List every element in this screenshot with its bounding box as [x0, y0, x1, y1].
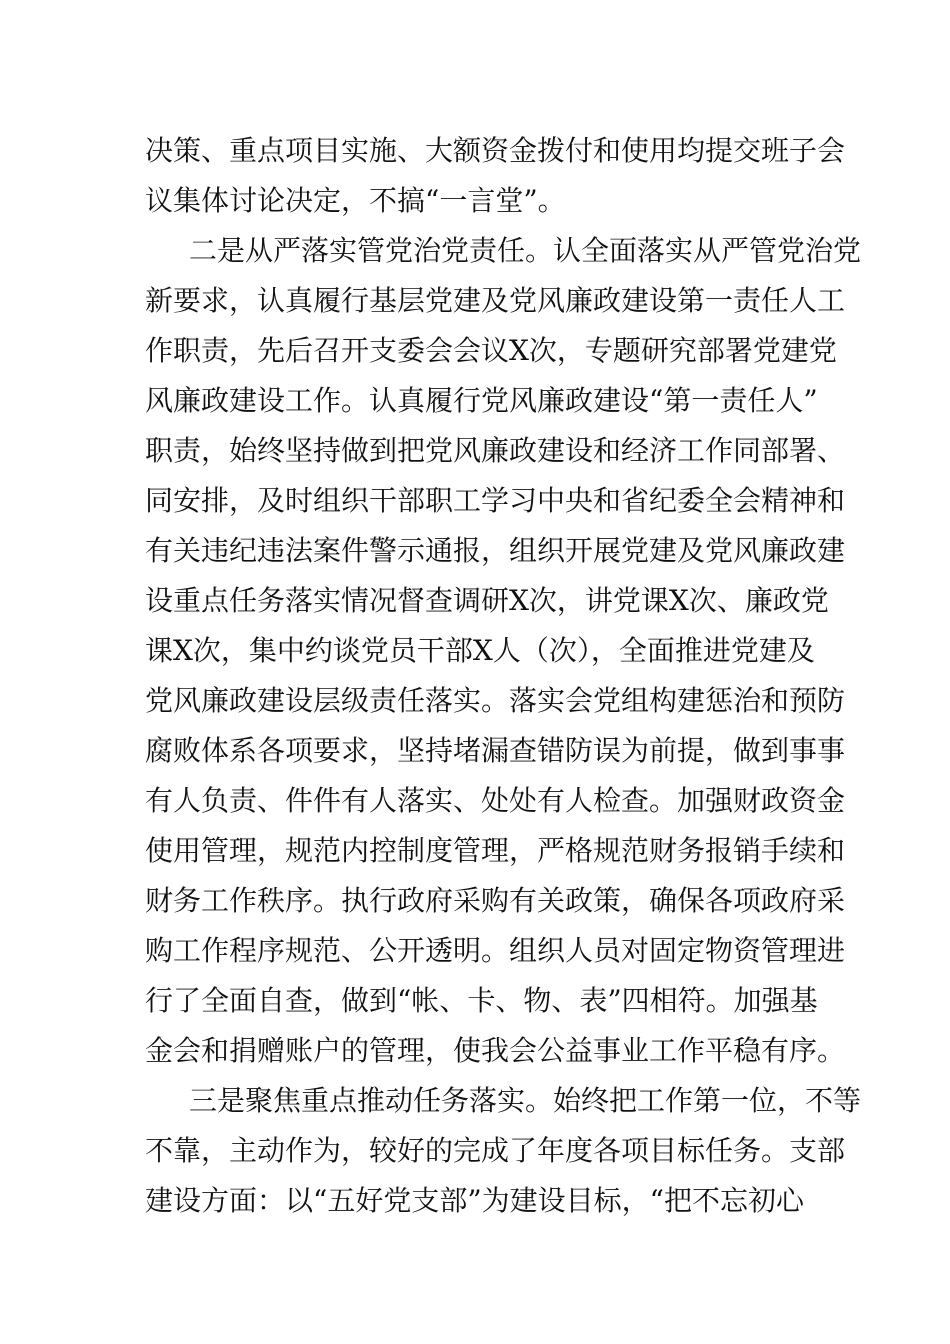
text-line: 腐败体系各项要求，坚持堵漏查错防误为前提，做到事事: [145, 734, 846, 767]
text-line: 设重点任务落实情况督查调研X次，讲党课X次、廉政党: [145, 584, 829, 617]
text-line: 同安排，及时组织干部职工学习中央和省纪委全会精神和: [145, 484, 846, 517]
text-line: 议集体讨论决定，不搞“一言堂”。: [145, 184, 566, 217]
text-line: 有人负责、件件有人落实、处处有人检查。加强财政资金: [145, 784, 846, 817]
text-line: 建设方面：以“五好党支部”为建设目标，“把不忘初心: [145, 1184, 804, 1217]
paragraph-2: [145, 226, 862, 1076]
text-line: 职责，始终坚持做到把党风廉政建设和经济工作同部署、: [145, 434, 846, 467]
text-line: 党风廉政建设层级责任落实。落实会党组构建惩治和预防: [145, 684, 846, 717]
text-line: 财务工作秩序。执行政府采购有关政策，确保各项政府采: [145, 884, 846, 917]
text-line: 使用管理，规范内控制度管理，严格规范财务报销手续和: [145, 834, 846, 867]
text-line: 购工作程序规范、公开透明。组织人员对固定物资管理进: [145, 934, 846, 967]
document-body: [145, 126, 862, 1226]
text-line: 行了全面自查，做到“帐、卡、物、表”四相符。加强基: [145, 984, 818, 1017]
text-line: 作职责，先后召开支委会会议X次，专题研究部署党建党: [145, 334, 837, 367]
text-line: 风廉政建设工作。认真履行党风廉政建设“第一责任人”: [145, 384, 818, 417]
paragraph-1: [145, 126, 846, 226]
text-line: 三是聚焦重点推动任务落实。始终把工作第一位，不等: [189, 1084, 862, 1117]
text-line: 二是从严落实管党治党责任。认全面落实从严管党治党: [189, 234, 862, 267]
text-line: 金会和捐赠账户的管理，使我会公益事业工作平稳有序。: [145, 1034, 846, 1067]
text-line: 新要求，认真履行基层党建及党风廉政建设第一责任人工: [145, 284, 846, 317]
text-line: 决策、重点项目实施、大额资金拨付和使用均提交班子会: [145, 134, 846, 167]
text-line: 有关违纪违法案件警示通报，组织开展党建及党风廉政建: [145, 534, 846, 567]
paragraph-3: [145, 1076, 862, 1226]
text-line: 课X次，集中约谈党员干部X人（次），全面推进党建及: [145, 634, 815, 667]
text-line: 不靠，主动作为，较好的完成了年度各项目标任务。支部: [145, 1134, 846, 1167]
